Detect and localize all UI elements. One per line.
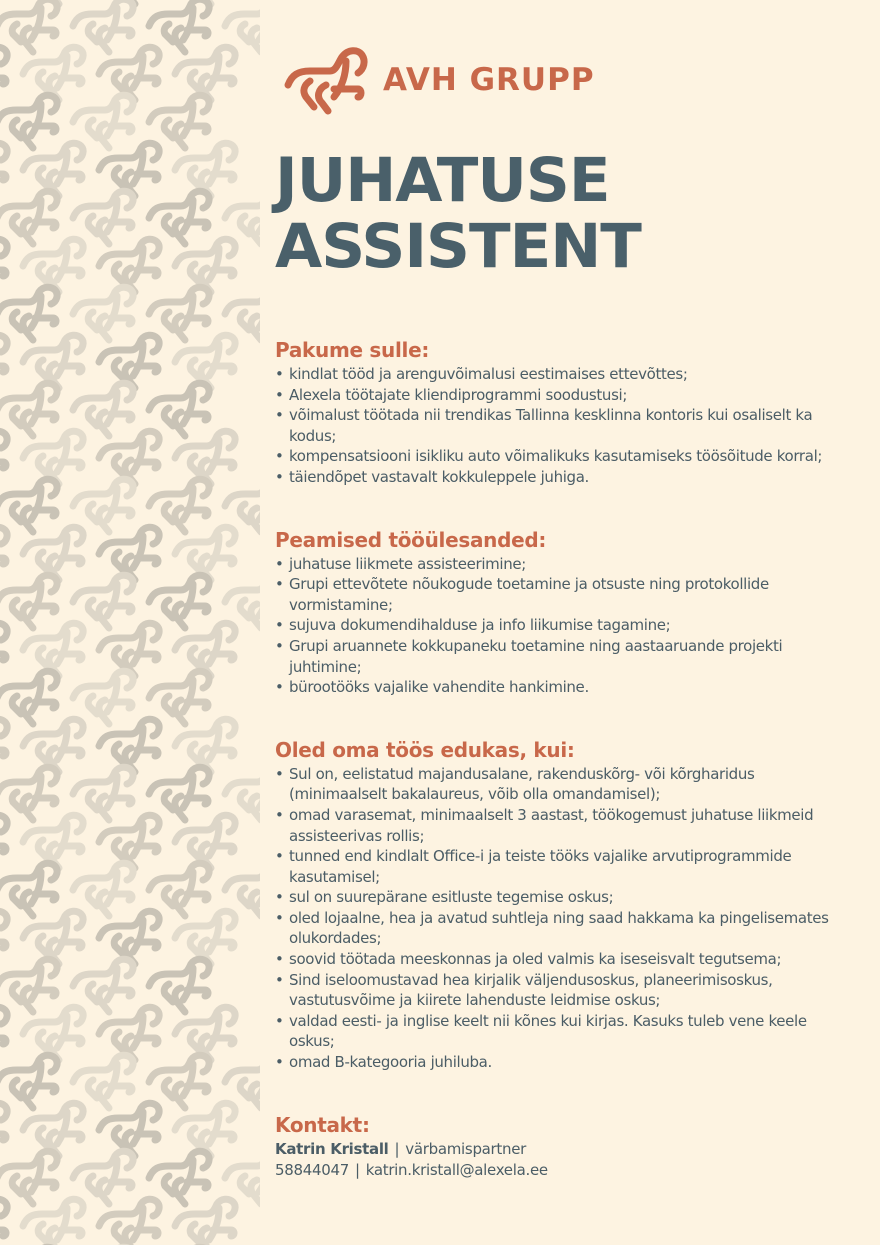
list-item: • juhatuse liikmete assisteerimine; [275,554,845,575]
separator: | [394,1139,400,1158]
list-item: • Grupi ettevõtete nõukogude toetamine ja otsuste ning protokollide vormistamine; [275,574,845,615]
horse-logo-icon [280,45,375,115]
horse-pattern-icon [0,0,260,1245]
brand-header [280,40,845,120]
section-tasks [275,528,845,698]
poster-content [275,40,845,1181]
contact-email[interactable]: katrin.kristall@alexela.ee [365,1160,548,1179]
section-heading: Peamised tööülesanded: [275,527,547,552]
list-item: • Sul on, eelistatud majandusalane, rakenduskõrg- või kõrgharidus (minimaalselt bakalaureus, võib olla omandamisel); [275,764,845,805]
list-item: • bürootööks vajalike vahendite hankimine. [275,677,845,698]
job-title [275,145,845,282]
list-item: • kompensatsiooni isikliku auto võimalikuks kasutamiseks töösõitude korral; [275,446,845,467]
list-item: • tunned end kindlalt Office-i ja teiste tööks vajalike arvutiprogrammide kasutamisel; [275,846,845,887]
tasks-list [275,554,845,698]
job-title-line-2: ASSISTENT [275,211,641,282]
contact-person-line [275,1139,845,1160]
list-item: • Alexela töötajate kliendiprogrammi soodustusi; [275,385,845,406]
offer-list [275,364,845,488]
contact-role: värbamispartner [405,1139,527,1158]
section-heading: Pakume sulle: [275,338,430,362]
list-item: • Sind iseloomustavad hea kirjalik väljendusoskus, planeerimisoskus, vastutusvõime ja kiirete lahenduste leidmise oskus; [275,970,845,1011]
list-item: • täiendõpet vastavalt kokkuleppele juhiga. [275,467,845,488]
section-contact [275,1113,845,1181]
list-item: • omad varasemat, minimaalselt 3 aastast, töökogemust juhatuse liikmeid assisteerivas rollis; [275,805,845,846]
requirements-list [275,764,845,1073]
section-requirements [275,738,845,1073]
brand-name: AVH GRUPP [383,62,595,98]
separator: | [354,1160,360,1179]
list-item: • võimalust töötada nii trendikas Tallinna kesklinna kontoris kui osaliselt ka kodus; [275,405,845,446]
contact-name: Katrin Kristall [275,1139,389,1158]
section-offer [275,338,845,488]
list-item: • soovid töötada meeskonnas ja oled valmis ka iseseisvalt tegutsema; [275,949,845,970]
list-item: • oled lojaalne, hea ja avatud suhtleja ning saad hakkama ka pingelisemates olukordades; [275,908,845,949]
list-item: • Grupi aruannete kokkupaneku toetamine ning aastaaruande projekti juhtimine; [275,636,845,677]
section-heading: Oled oma töös edukas, kui: [275,737,575,762]
horse-pattern-decoration [0,0,260,1245]
list-item: • omad B-kategooria juhiluba. [275,1052,845,1073]
section-heading: Kontakt: [275,1112,370,1137]
contact-phone[interactable]: 58844047 [275,1160,349,1179]
contact-details-line [275,1160,845,1181]
job-title-line-1: JUHATUSE [275,145,610,216]
list-item: • sujuva dokumendihalduse ja info liikumise tagamine; [275,615,845,636]
list-item: • sul on suurepärane esitluste tegemise oskus; [275,887,845,908]
list-item: • kindlat tööd ja arenguvõimalusi eestimaises ettevõttes; [275,364,845,385]
list-item: • valdad eesti- ja inglise keelt nii kõnes kui kirjas. Kasuks tuleb vene keele oskus; [275,1011,845,1052]
